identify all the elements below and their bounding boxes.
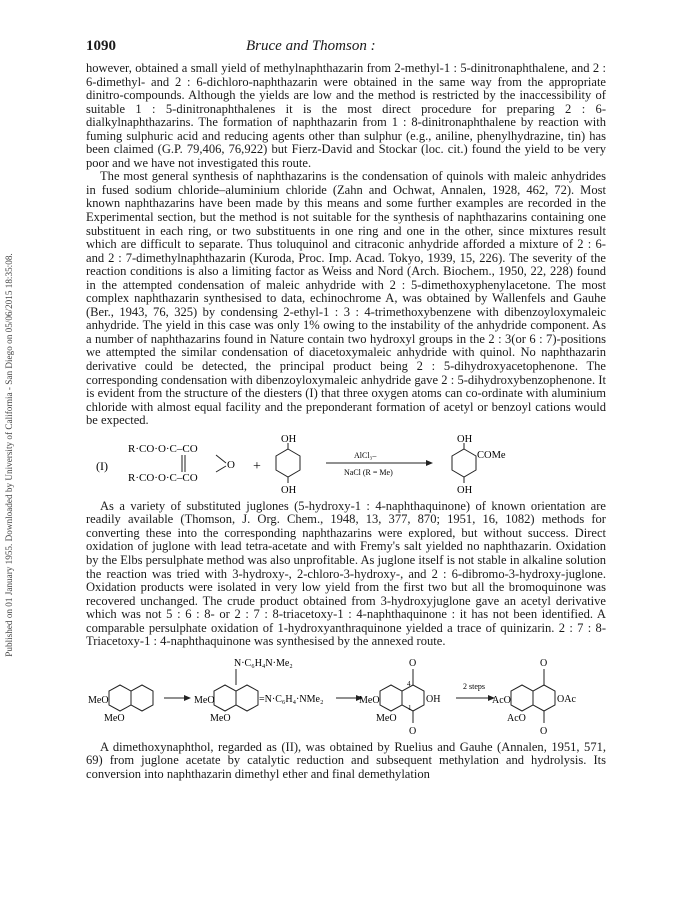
m2-meo-left: MeO bbox=[194, 694, 215, 706]
page-number: 1090 bbox=[86, 38, 116, 54]
m1-ring-left bbox=[109, 685, 131, 711]
m4-oxygen-top: O bbox=[540, 657, 548, 669]
m3-ring-right bbox=[402, 685, 424, 711]
m3-oxygen-bottom: O bbox=[409, 725, 417, 737]
steps-label: 2 steps bbox=[463, 681, 485, 691]
reagent-above: AlCl₃– bbox=[354, 450, 377, 460]
m3-meo-left: MeO bbox=[359, 694, 380, 706]
product-ring bbox=[452, 449, 476, 477]
product-acetyl: COMe bbox=[477, 449, 506, 461]
quinol-oh-top: OH bbox=[281, 433, 297, 445]
quinol-ring bbox=[276, 449, 300, 477]
m4-aco-left: AcO bbox=[492, 694, 511, 706]
page-body bbox=[86, 38, 606, 781]
anhydride-bond-top bbox=[216, 455, 226, 463]
m3-position-4: 4 bbox=[407, 679, 411, 688]
scheme-1-drawing bbox=[86, 434, 606, 496]
m3-position-1: 1 bbox=[408, 703, 412, 712]
download-notice bbox=[2, 95, 16, 815]
reaction-scheme-1 bbox=[86, 434, 606, 496]
product-oh-top: OH bbox=[457, 433, 473, 445]
m2-meo-bottom: MeO bbox=[210, 712, 231, 724]
running-head: Bruce and Thomson : bbox=[246, 38, 376, 54]
paragraph-3: As a variety of substituted juglones (5-hydroxy-1 : 4-naphthaquinone) of known orientation are readily available (Thomson, J. Org. Chem., 1948, 13, 377, 870; 1951, 16, 1082) methods for converting these into the corresponding naphthazarins were explored, but without success. Direct oxidation of juglone with lead tetra-acetate and with Fremy's salt yielded no naphthazarin. Oxidation by the Elbs persulphate method was also unprofitable. As juglone itself is not stable in alkaline solution the reaction was tried with 3-hydroxy-, 2-chloro-3-hydroxy-, and 2 : 6-dibromo-3-hydroxy-juglone. Oxidation products were isolated in very low yield from the first two but all the bromoquinone was recovered unchanged. The crude product obtained from 3-hydroxyjuglone gave an acetyl derivative which was not 5 : 6 : 8- or 2 : 7 : 8-triacetoxy-1 : 4-naphthaquinone : it has not been identified. A comparable persulphate oxidation of 1-hydroxyanthraquinone yielded a trace of quinizarin. 2 : 7 : 8-Triacetoxy-1 : 4-naphthaquinone was synthesised by the annexed route. bbox=[86, 498, 606, 649]
compound-label-i: (I) bbox=[96, 458, 108, 473]
page-header bbox=[86, 38, 606, 62]
ester-bottom: R·CO·O·C–CO bbox=[128, 471, 198, 484]
m2-ring-left bbox=[214, 685, 236, 711]
reaction-arrow-1-head bbox=[426, 460, 433, 466]
scheme-2-arrow-1-head bbox=[184, 695, 191, 701]
ester-top: R·CO·O·C–CO bbox=[128, 442, 198, 455]
m4-ring-right bbox=[533, 685, 555, 711]
reagent-below: NaCl (R = Me) bbox=[344, 467, 393, 477]
m4-aco-bottom: AcO bbox=[507, 712, 526, 724]
reaction-scheme-2 bbox=[86, 655, 606, 739]
m4-ring-left bbox=[511, 685, 533, 711]
m4-oxygen-bottom: O bbox=[540, 725, 548, 737]
plus-sign: + bbox=[253, 458, 261, 474]
product-oh-bottom: OH bbox=[457, 484, 473, 496]
download-notice-text: Published on 01 January 1955. Downloaded by University of California - San Diego on 05/06/2015 18:35:08. bbox=[4, 253, 14, 657]
m3-oxygen-top: O bbox=[409, 657, 417, 669]
m3-ring-left bbox=[380, 685, 402, 711]
paragraph-1: however, obtained a small yield of methylnaphthazarin from 2-methyl-1 : 5-dinitronaphthalene, and 2 : 6-dimethyl- and 2 : 6-dichloro-naphthazarin were obtained in the same way from the appropriate dinitro-compounds. Although the yields are low and the method is restricted by the inaccessibility of suitable 1 : 5-dinitronaphthalenes it is the most direct procedure for preparing 2 : 6-dialkylnaphthazarins. The formation of naphthazarin from 1 : 8-dinitronaphthalene by reaction with fuming sulphuric acid and reducing agents other than sulphur (e.g., aniline, phenylhydrazine, tin) has been claimed (G.P. 79,406, 76,922) but Fierz-David and Stockar (loc. cit.) found the yield to be very poor and we have not investigated this route. bbox=[86, 61, 606, 170]
m4-acetoxy: OAc bbox=[557, 693, 576, 705]
m3-meo-bottom: MeO bbox=[376, 712, 397, 724]
m3-hydroxyl: OH bbox=[426, 693, 441, 705]
m2-ring-right bbox=[236, 685, 258, 711]
scheme-2-drawing bbox=[86, 655, 606, 739]
quinol-oh-bottom: OH bbox=[281, 484, 297, 496]
paragraph-2: The most general synthesis of naphthazarins is the condensation of quinols with maleic anhydrides in fused sodium chloride–aluminium chloride (Zahn and Ochwat, Annalen, 1928, 462, 72). Most known naphthazarins have been made by this means and some further examples are recorded in the Experimental section, but the method is not suitable for the synthesis of naphthazarins containing one substituent in each ring, or two substituents in one ring and one in the other, since mixtures result which are difficult to separate. Thus toluquinol and citraconic anhydride afforded a mixture of 2 : 6- and 2 : 7-dimethylnaphthazarin (Kuroda, Proc. Imp. Acad. Tokyo, 1939, 15, 226). The severity of the reaction conditions is also a limiting factor as Weiss and Nord (Arch. Biochem., 1950, 22, 228) found in the attempted condensation of maleic anhydride with 2 : 5-dimethoxyphenylacetone. The most complex naphthazarin synthesised to data, echinochrome A, was obtained by Wallenfels and Gauhe (Ber., 1943, 76, 325) by condensing 2-ethyl-1 : 3 : 4-trimethoxybenzene with dibenzoyloxymaleic anhydride. The yield in this case was only 1% owing to the instability of the anhydride component. As a number of naphthazarins found in Nature contain two hydroxyl groups in the 2 : 3(or 6 : 7)-positions we attempted the similar condensation of diacetoxymaleic anhydride with quinol. No naphthazarin derivative could be detected, the principal product being 2 : 5-dihydroxyacetophenone. The corresponding condensation with dibenzoyloxymaleic anhydride gave 2 : 5-dihydroxybenzophenone. It is evident from the structure of the diesters (I) that three oxygen atoms can co-ordinate with aluminium chloride with almost equal facility and the preponderant formation of acetyl or benzoyl cations would be expected. bbox=[86, 169, 606, 428]
m1-ring-right bbox=[131, 685, 153, 711]
m1-meo-bottom: MeO bbox=[104, 712, 125, 724]
m2-top-substituent: N·C₆H₄N·Me₂ bbox=[234, 657, 293, 669]
paragraph-4: A dimethoxynaphthol, regarded as (II), was obtained by Ruelius and Gauhe (Annalen, 1951, 571, 69) from juglone acetate by catalytic reduction and subsequent methylation and hydrolysis. Its conversion into naphthazarin dimethyl ether and final demethylation bbox=[86, 739, 606, 781]
m1-meo-left: MeO bbox=[88, 694, 109, 706]
anhydride-bond-bottom bbox=[216, 466, 226, 472]
m2-imine-group: =N·C₆H₄·NMe₂ bbox=[259, 693, 324, 705]
anhydride-oxygen: O bbox=[227, 458, 235, 471]
